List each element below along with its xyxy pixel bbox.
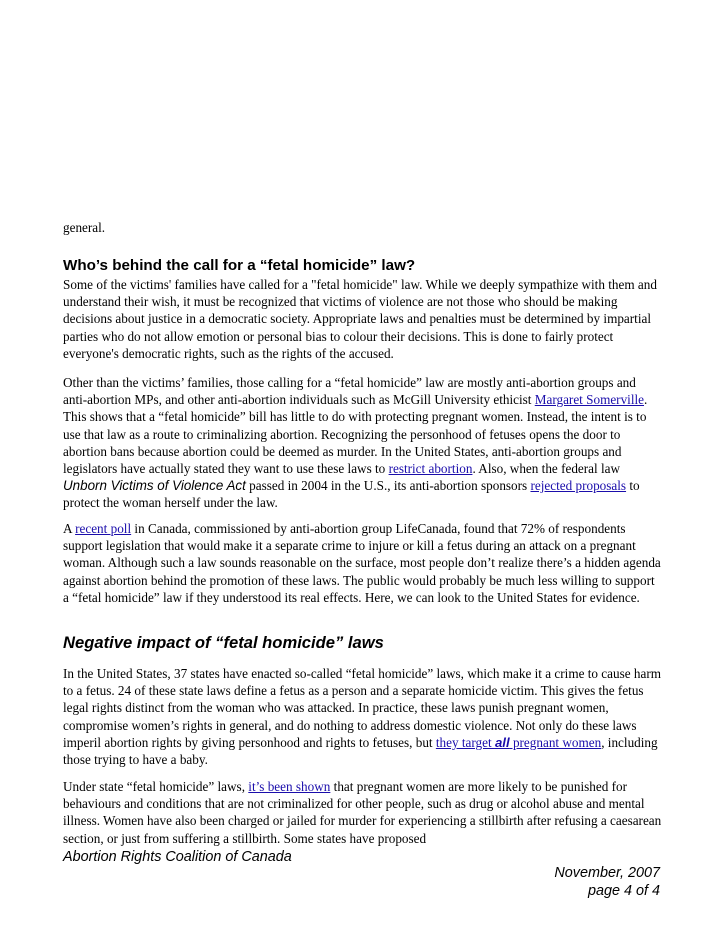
link-margaret-somerville[interactable]: Margaret Somerville	[534, 392, 645, 408]
s2p1-link-part-c: pregnant women	[509, 734, 602, 750]
s1p2-text-b: . This shows that a “fetal homicide” bill has little to do with protecting pregnant women. Instead, the intent is to use that law as a route to criminalizing abortion. Recognizing the personhood of fetuses opens the door to abortion bans because abortion could be deemed as murder. In the United States, anti-abortion groups and legislators have actually stated they want to use these laws to	[63, 392, 648, 477]
s1p1-text: Some of the victims' families have called for a "fetal homicide" law. While we deeply sympathize with them and understand their wish, it must be recognized that victims of violence are not those who should be making decisions about justice in a democratic society. Appropriate laws and penalties must be determined by impartial parties who do not allow emotion or personal bias to colour their decisions. This is done to fairly protect everyone's democratic rights, such as the rights of the accused.	[63, 277, 657, 361]
s1p2-text-e: to protect the woman herself under the law.	[63, 478, 640, 511]
s1p3-text-b: in Canada, commissioned by anti-abortion group LifeCanada, found that 72% of respondents support legislation that would make it a separate crime to injure or kill a fetus during an attack on a pregnant woman. Although such a law sounds reasonable on the surface, most people don’t realize there’s a hidden agenda against abortion behind the promotion of these laws. The public would probably be much less willing to support a “fetal homicide” law if they understood its real effects. Here, we can look to the United States for evidence.	[63, 521, 661, 605]
section1-paragraph-3	[63, 520, 663, 606]
s1p2-text-a: Other than the victims’ families, those calling for a “fetal homicide” law are mostly anti-abortion groups and anti-abortion MPs, and other anti-abortion individuals such as McGill University ethicist	[63, 375, 636, 408]
s1p2-text-d: passed in 2004 in the U.S., its anti-abortion sponsors	[245, 478, 531, 494]
section2-paragraph-1	[63, 665, 663, 768]
link-rejected-proposals[interactable]: rejected proposals	[530, 478, 627, 494]
section2-heading: Negative impact of “fetal homicide” laws	[63, 633, 384, 652]
section1-paragraph-1	[63, 276, 663, 362]
footer-organization: Abortion Rights Coalition of Canada	[63, 849, 292, 865]
link-they-target-all-pregnant-women[interactable]	[436, 735, 601, 750]
s1p3-text-a: A	[63, 521, 76, 536]
link-restrict-abortion[interactable]: restrict abortion	[388, 461, 473, 477]
s2p1-text-b: , including those trying to have a baby.	[63, 734, 658, 768]
section1-heading: Who’s behind the call for a “fetal homicide” law?	[63, 257, 416, 274]
link-recent-poll[interactable]: recent poll	[75, 521, 132, 536]
s1p2-act-name: Unborn Victims of Violence Act	[63, 478, 246, 494]
s2p1-text-a: In the United States, 37 states have enacted so-called “fetal homicide” laws, which make it a crime to cause harm to a fetus. 24 of these state laws define a fetus as a person and a separate homicide victim. This gives the fetus legal rights distinct from the woman who was attacked. In practice, these laws punish pregnant women, compromise women’s rights in general, and do nothing to address domestic violence. Not only do these laws imperil abortion rights by giving personhood and rights to fetuses, but	[63, 666, 661, 750]
footer-page-number: page 4 of 4	[587, 883, 660, 899]
s2p2-text-a: Under state “fetal homicide” laws,	[63, 779, 249, 794]
s2p2-text-b: that pregnant women are more likely to be punished for behaviours and conditions that are not criminalized for other people, such as drug or alcohol abuse and mental illness. Women have also been charged or jailed for murder for experiencing a stillbirth after refusing a caesarean section, or just from suffering a stillbirth. Some states have proposed	[63, 779, 662, 846]
intro-tail: general.	[63, 220, 106, 235]
s2p1-link-part-a: they target	[435, 734, 495, 750]
footer-meta	[554, 864, 660, 900]
s1p2-text-c: . Also, when the federal law	[472, 461, 621, 477]
section1-paragraph-2	[63, 374, 663, 512]
section2-paragraph-2	[63, 778, 663, 847]
s2p1-link-part-b: all	[494, 734, 510, 750]
link-its-been-shown[interactable]: it’s been shown	[248, 779, 331, 794]
footer-date: November, 2007	[554, 865, 660, 881]
